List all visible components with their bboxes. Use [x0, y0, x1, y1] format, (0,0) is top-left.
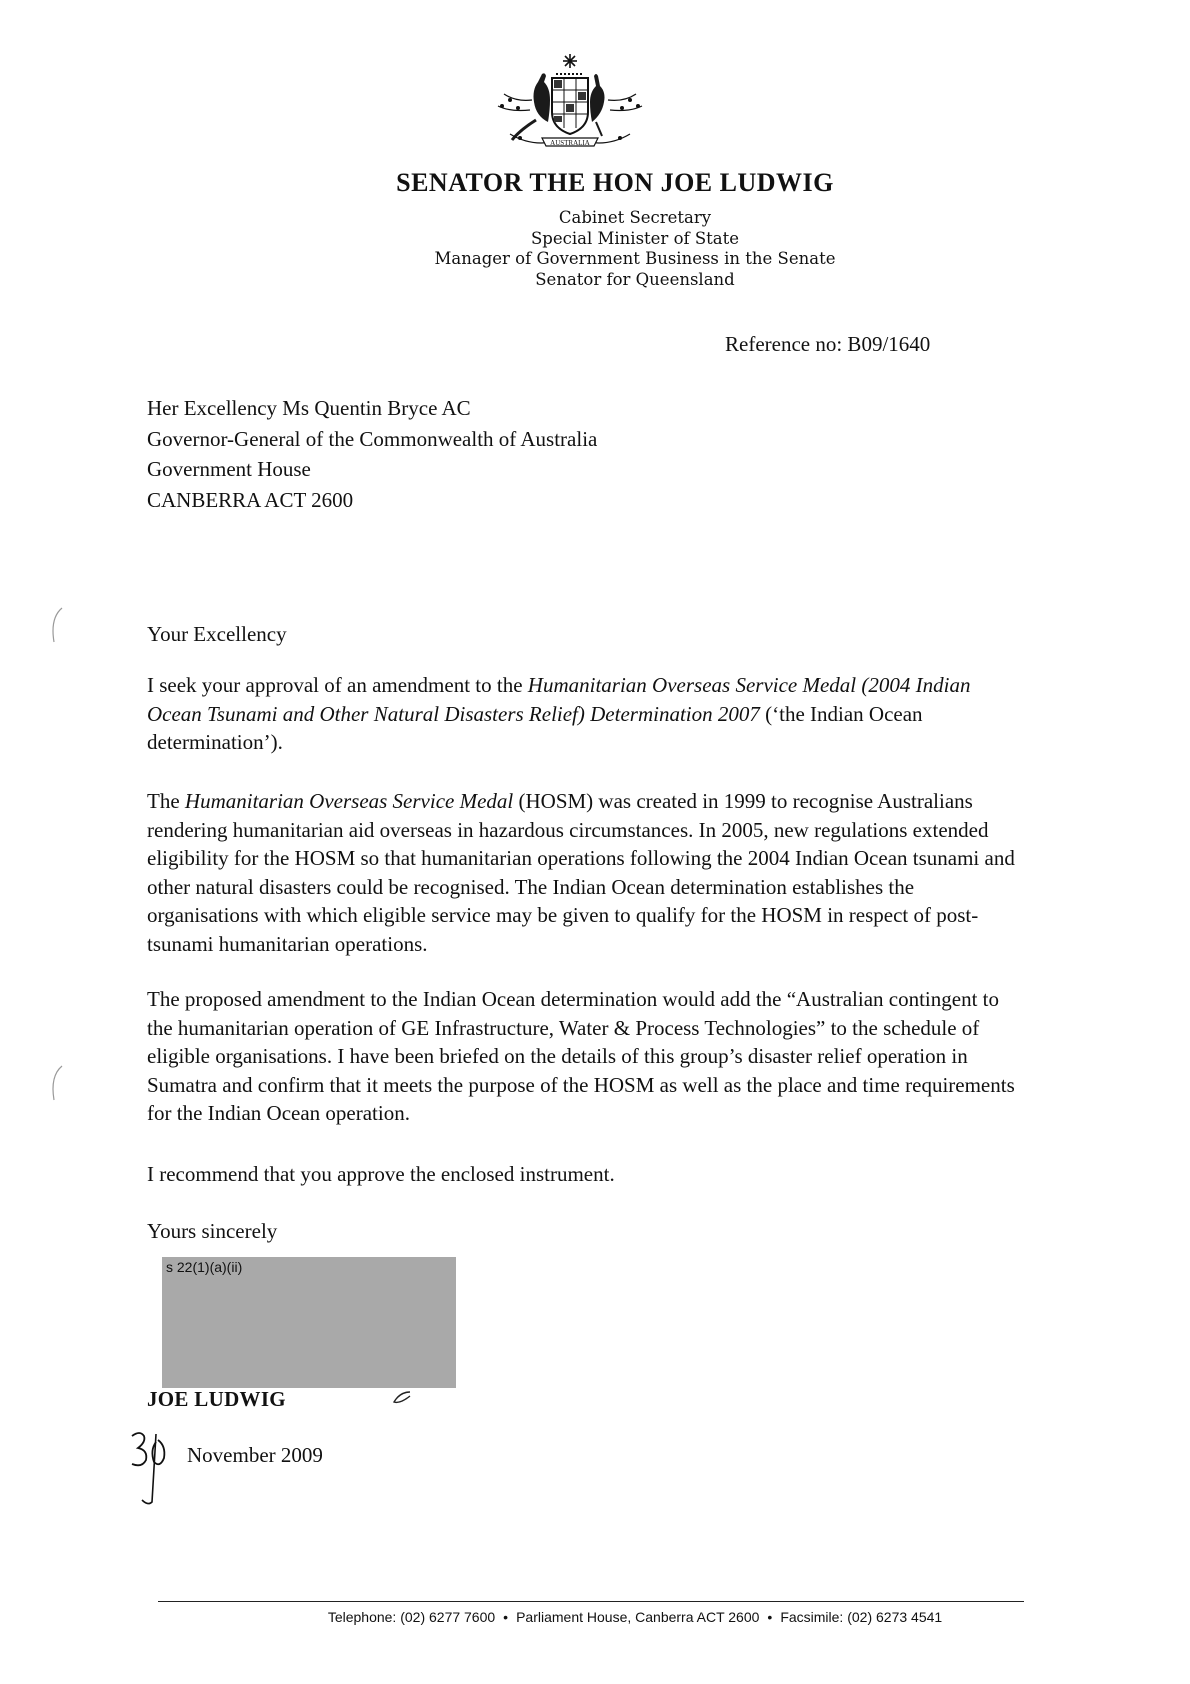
- recipient-address: [147, 393, 597, 515]
- address-line: Government House: [147, 457, 311, 481]
- sender-title-line: Manager of Government Business in the Senate: [434, 249, 836, 268]
- date-month-year: November 2009: [187, 1443, 323, 1467]
- sender-title-line: Cabinet Secretary: [558, 208, 712, 227]
- footer-address: Parliament House, Canberra ACT 2600: [516, 1609, 760, 1625]
- pen-mark: [390, 1388, 414, 1408]
- paragraph-request: [147, 671, 1027, 757]
- signer-name: JOE LUDWIG: [147, 1387, 286, 1411]
- text-run: (‘the Indian Ocean determination’).: [147, 701, 923, 754]
- footer-facsimile: Facsimile: (02) 6273 4541: [780, 1609, 943, 1625]
- address-line: Her Excellency Ms Quentin Bryce AC: [147, 396, 471, 420]
- sender-titles: [0, 208, 1190, 290]
- redacted-signature: [162, 1257, 456, 1388]
- determination-title: Humanitarian Overseas Service Medal (2004 Indian Ocean Tsunami and Other Natural Disasters Relief) Determination 2007: [147, 673, 971, 726]
- reference-number: Reference no: B09/1640: [725, 332, 931, 356]
- text-run: The: [147, 789, 185, 813]
- closing: Yours sincerely: [147, 1219, 278, 1243]
- address-line: CANBERRA ACT 2600: [147, 487, 354, 512]
- salutation: Your Excellency: [147, 622, 287, 646]
- text-run: (HOSM) was created in 1999 to recognise Australians rendering humanitarian aid overseas in hazardous circumstances. In 2005, new regulations extended eligibility for the HOSM so that humanitarian operations following the 2004 Indian Ocean tsunami and other natural disasters could be recognised. The Indian Ocean determination establishes the organisations with which eligible service may be given to qualify for the HOSM in respect of post-tsunami humanitarian operations.: [147, 789, 1015, 956]
- footer-separator: •: [503, 1609, 509, 1625]
- handwritten-date-day: [126, 1428, 176, 1508]
- footer-separator: •: [767, 1609, 773, 1625]
- address-line: Governor-General of the Commonwealth of Australia: [147, 426, 598, 451]
- text-run: I seek your approval of an amendment to the: [147, 673, 528, 697]
- footer-contact: [0, 1609, 1190, 1625]
- scan-mark: [46, 606, 66, 646]
- sender-title-line: Senator for Queensland: [535, 269, 735, 289]
- paragraph-recommendation: I recommend that you approve the enclosed instrument.: [147, 1162, 615, 1186]
- paragraph-background: [147, 787, 1027, 958]
- footer-divider: [158, 1601, 1024, 1602]
- sender-title-line: Special Minister of State: [530, 228, 740, 248]
- footer-telephone: Telephone: (02) 6277 7600: [327, 1609, 496, 1625]
- medal-name: Humanitarian Overseas Service Medal: [184, 789, 514, 813]
- crest-motto: AUSTRALIA: [550, 139, 590, 147]
- paragraph-amendment: The proposed amendment to the Indian Ocean determination would add the “Australian contingent to the humanitarian operation of GE Infrastructure, Water & Process Technologies” to the schedule of eligible organisations. I have been briefed on the details of this group’s disaster relief operation in Sumatra and confirm that it meets the purpose of the HOSM as well as the place and time requirements for the Indian Ocean operation.: [147, 987, 1015, 1125]
- scan-mark: [46, 1064, 66, 1104]
- redaction-label: s 22(1)(a)(ii): [166, 1259, 243, 1275]
- sender-name: SENATOR THE HON JOE LUDWIG: [396, 168, 834, 197]
- coat-of-arms-logo: [490, 50, 650, 160]
